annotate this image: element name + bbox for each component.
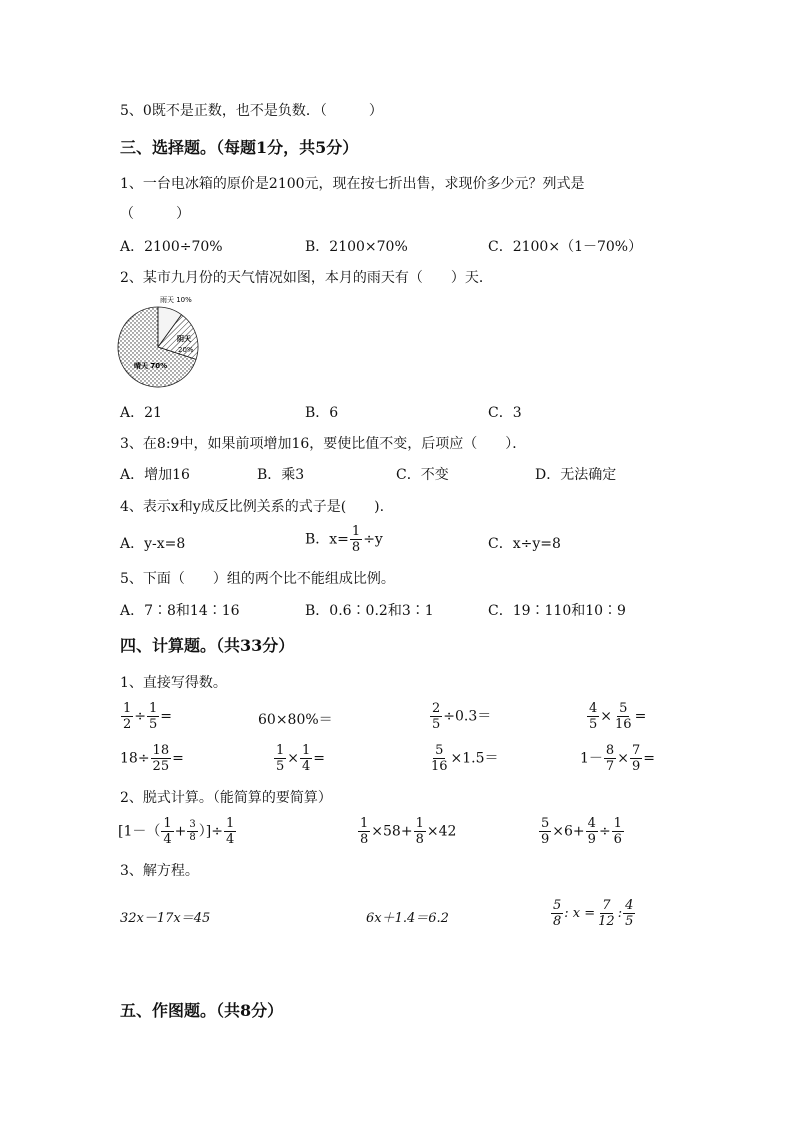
oral-calc-1: $\frac{1}{2}$ ÷ $\frac{1}{5}$ = [123, 701, 173, 732]
choice-q1-blank: （ ） [120, 206, 190, 222]
choice-q4-stem: 4、表示x和y成反比例关系的式子是( ). [120, 499, 385, 515]
option-b-prefix: B．x= [305, 531, 349, 548]
choice-q3-option-c: C．不变 [396, 467, 449, 483]
choice-q5-option-c: C．19∶110和10∶9 [488, 603, 626, 619]
pie-label-cloudy-percent: 20% [178, 346, 194, 354]
choice-q1-option-c: C．2100×（1－70%） [488, 239, 643, 255]
calc-part-1-title: 1、直接写得数。 [120, 675, 227, 691]
pie-label-rain: 雨天 10% [160, 296, 192, 304]
choice-q2-option-a: A．21 [120, 405, 162, 421]
fraction: $\frac{1}{8}$ [351, 524, 361, 555]
choice-q5-stem: 5、下面（ ）组的两个比不能组成比例。 [120, 571, 395, 587]
oral-calc-3: $\frac{2}{5}$ ÷0.3＝ [432, 701, 492, 732]
judge-question-5: 5、0既不是正数，也不是负数．（ ） [120, 103, 383, 119]
choice-q3-stem: 3、在8:9中，如果前项增加16，要使比值不变，后项应（ ）． [120, 436, 527, 452]
oral-calc-2: 60×80%＝ [258, 712, 333, 728]
option-b-suffix: ÷y [363, 531, 383, 548]
choice-q3-option-d: D．无法确定 [535, 467, 617, 483]
step-calc-3: $\frac{5}{9}$ ×6+ $\frac{4}{9}$ ÷ $\frac{1}{6}$ [541, 816, 622, 847]
equation-3: $\frac{5}{8}$ : x = $\frac{7}{12}$ : $\frac{4}{5}$ [553, 898, 634, 929]
choice-q1-option-a: A．2100÷70% [120, 239, 223, 255]
pie-label-sunny: 晴天 70% [134, 362, 168, 370]
weather-pie-chart [116, 292, 216, 388]
oral-calc-4: $\frac{4}{5}$ × $\frac{5}{16}$ = [589, 701, 647, 732]
step-calc-1: [1－（ $\frac{1}{4}$ + $\frac{3}{8}$ ）]÷ $\frac{1}{4}$ [118, 816, 235, 847]
equation-1: 32x－17x＝45 [120, 911, 211, 926]
choice-q2-option-b: B．6 [305, 405, 339, 421]
section-5-title: 五、作图题。（共8分） [120, 1001, 284, 1020]
oral-calc-6: $\frac{1}{5}$ × $\frac{1}{4}$ = [276, 743, 326, 774]
choice-q4-option-c: C．x÷y=8 [488, 536, 561, 552]
section-4-title: 四、计算题。（共33分） [120, 636, 295, 655]
choice-q5-option-b: B．0.6∶0.2和3∶1 [305, 603, 434, 619]
choice-q4-option-a: A．y-x=8 [120, 536, 186, 552]
choice-q3-option-b: B．乘3 [257, 467, 305, 483]
equation-2: 6x＋1.4＝6.2 [366, 911, 449, 926]
choice-q1-option-b: B．2100×70% [305, 239, 408, 255]
choice-q2-option-c: C．3 [488, 405, 522, 421]
oral-calc-7: $\frac{5}{16}$ ×1.5＝ [431, 743, 499, 774]
choice-q1-stem: 1、一台电冰箱的原价是2100元，现在按七折出售，求现价多少元？列式是 [120, 176, 585, 192]
calc-part-2-title: 2、脱式计算。（能简算的要简算） [120, 790, 332, 806]
section-3-title: 三、选择题。（每题1分，共5分） [120, 138, 359, 157]
pie-label-cloudy: 阴天 [177, 335, 191, 343]
choice-q2-stem: 2、某市九月份的天气情况如图，本月的雨天有（ ）天． [120, 270, 493, 286]
choice-q5-option-a: A．7∶8和14∶16 [120, 603, 240, 619]
choice-q4-option-b [305, 525, 383, 554]
step-calc-2: $\frac{1}{8}$ ×58+ $\frac{1}{8}$ ×42 [360, 816, 457, 847]
oral-calc-5: 18÷ $\frac{18}{25}$ = [120, 743, 184, 774]
calc-part-3-title: 3、解方程。 [120, 863, 199, 879]
choice-q3-option-a: A．增加16 [120, 467, 190, 483]
oral-calc-8: 1－ $\frac{8}{7}$ × $\frac{7}{9}$ = [580, 743, 655, 774]
